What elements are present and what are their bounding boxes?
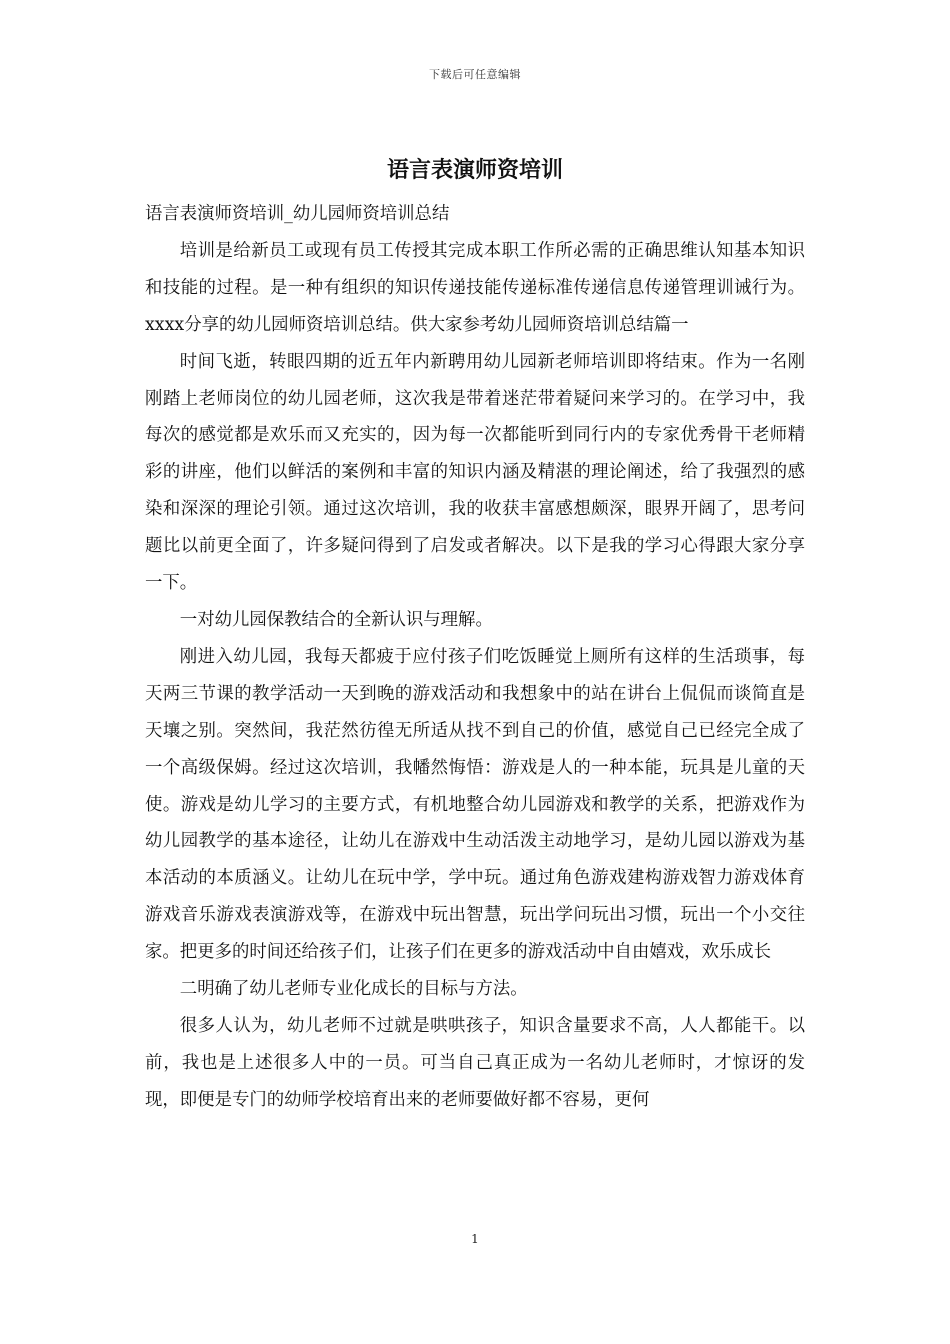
paragraph-play-learning: 刚进入幼儿园，我每天都疲于应付孩子们吃饭睡觉上厕所有这样的生活琐事，每天两三节课的教学活动一天到晚的游戏活动和我想象中的站在讲台上侃侃而谈简直是天壤之别。突然间，我茫然彷徨无所适从找不到自己的价值，感觉自己已经完全成了一个高级保姆。经过这次培训，我幡然悔悟：游戏是人的一种本能，玩具是儿童的天使。游戏是幼儿学习的主要方式，有机地整合幼儿园游戏和教学的关系，把游戏作为幼儿园教学的基本途径，让幼儿在游戏中生动活泼主动地学习，是幼儿园以游戏为基本活动的本质涵义。让幼儿在玩中学，学中玩。通过角色游戏建构游戏智力游戏体育游戏音乐游戏表演游戏等，在游戏中玩出智慧，玩出学问玩出习惯，玩出一个小交往家。把更多的时间还给孩子们，让孩子们在更多的游戏活动中自由嬉戏，欢乐成长 bbox=[145, 646, 805, 963]
section-heading-two: 二明确了幼儿老师专业化成长的目标与方法。 bbox=[179, 979, 528, 1000]
document-title: 语言表演师资培训 bbox=[386, 157, 563, 183]
page-header-note: 下载后可任意编辑 bbox=[429, 68, 521, 81]
paragraph-intro: 培训是给新员工或现有员工传授其完成本职工作所必需的正确思维认知基本知识和技能的过程。是一种有组织的知识传递技能传递标准传递信息传递管理训诫行为。xxxx分享的幼儿园师资培训总结。供大家参考幼儿园师资培训总结篇一 bbox=[145, 240, 805, 335]
document-body bbox=[145, 196, 805, 1119]
page-number: 1 bbox=[471, 1232, 479, 1246]
section-heading-one: 一对幼儿园保教结合的全新认识与理解。 bbox=[179, 609, 493, 630]
paragraph-professional-growth: 很多人认为，幼儿老师不过就是哄哄孩子，知识含量要求不高，人人都能干。以前，我也是上述很多人中的一员。可当自己真正成为一名幼儿老师时，才惊讶的发现，即便是专门的幼师学校培育出来的老师要做好都不容易，更何 bbox=[145, 1015, 805, 1110]
document-subtitle: 语言表演师资培训_幼儿园师资培训总结 bbox=[145, 204, 450, 224]
paragraph-reflection: 时间飞逝，转眼四期的近五年内新聘用幼儿园新老师培训即将结束。作为一名刚刚踏上老师岗位的幼儿园老师，这次我是带着迷茫带着疑问来学习的。在学习中，我每次的感觉都是欢乐而又充实的，因为每一次都能听到同行内的专家优秀骨干老师精彩的讲座，他们以鲜活的案例和丰富的知识内涵及精湛的理论阐述，给了我强烈的感染和深深的理论引领。通过这次培训，我的收获丰富感想颇深，眼界开阔了，思考问题比以前更全面了，许多疑问得到了启发或者解决。以下是我的学习心得跟大家分享一下。 bbox=[145, 351, 805, 594]
